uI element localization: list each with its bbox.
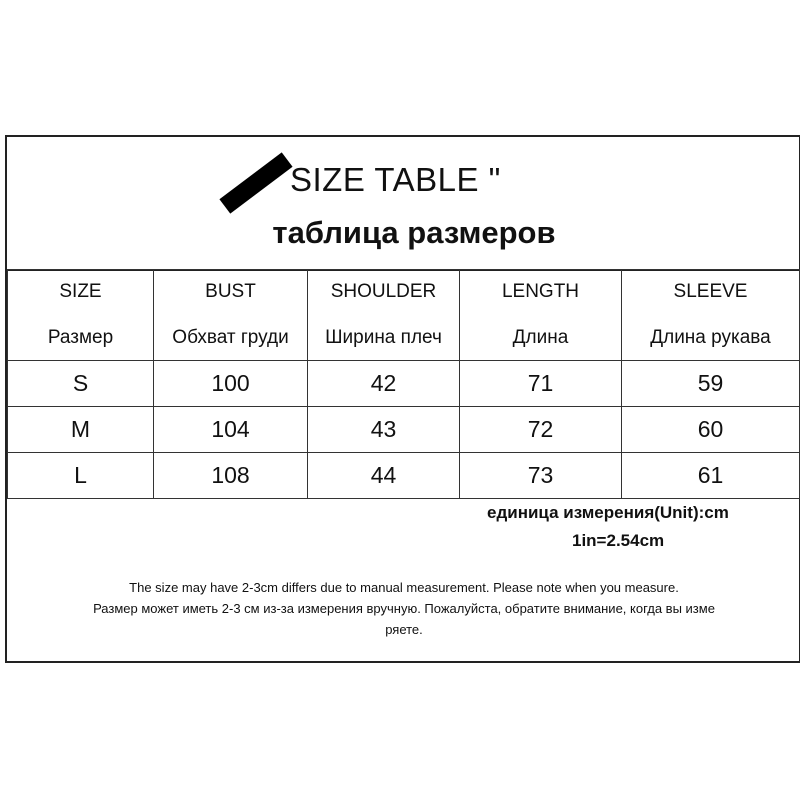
size-chart-frame	[5, 135, 800, 663]
table-cell: 44	[308, 453, 460, 499]
table-row	[8, 407, 800, 453]
table-cell: 72	[460, 407, 622, 453]
table-cell: 100	[154, 361, 308, 407]
chart-header	[7, 137, 799, 271]
table-cell: 59	[622, 361, 800, 407]
table-cell: 42	[308, 361, 460, 407]
note-russian-continued: ряете.	[385, 622, 423, 637]
inch-conversion: 1in=2.54cm	[572, 531, 665, 550]
size-table	[7, 269, 800, 499]
table-cell: 71	[460, 361, 622, 407]
table-cell: L	[8, 453, 154, 499]
table-cell: M	[8, 407, 154, 453]
measurement-note	[11, 577, 797, 640]
slash-decoration-icon	[219, 152, 292, 213]
title-english: SIZE TABLE "	[290, 161, 501, 198]
table-cell: 61	[622, 453, 800, 499]
column-header: SLEEVE Длина рукава	[622, 270, 800, 361]
column-header: SIZE Размер	[8, 270, 154, 361]
note-russian: Размер может иметь 2-3 см из-за измерения вручную. Пожалуйста, обратите внимание, когда вы изме	[93, 601, 715, 616]
column-header: LENGTH Длина	[460, 270, 622, 361]
table-cell: 108	[154, 453, 308, 499]
table-cell: 60	[622, 407, 800, 453]
table-cell: 104	[154, 407, 308, 453]
table-row	[8, 453, 800, 499]
table-cell: S	[8, 361, 154, 407]
table-cell: 73	[460, 453, 622, 499]
unit-label: единица измерения(Unit):cm	[487, 503, 729, 522]
column-header: BUST Обхват груди	[154, 270, 308, 361]
table-cell: 43	[308, 407, 460, 453]
table-row	[8, 361, 800, 407]
table-header-row	[8, 270, 800, 361]
title-russian: таблица размеров	[272, 215, 556, 250]
note-english: The size may have 2-3cm differs due to manual measurement. Please note when you measure.	[129, 580, 679, 595]
column-header: SHOULDER Ширина плеч	[308, 270, 460, 361]
